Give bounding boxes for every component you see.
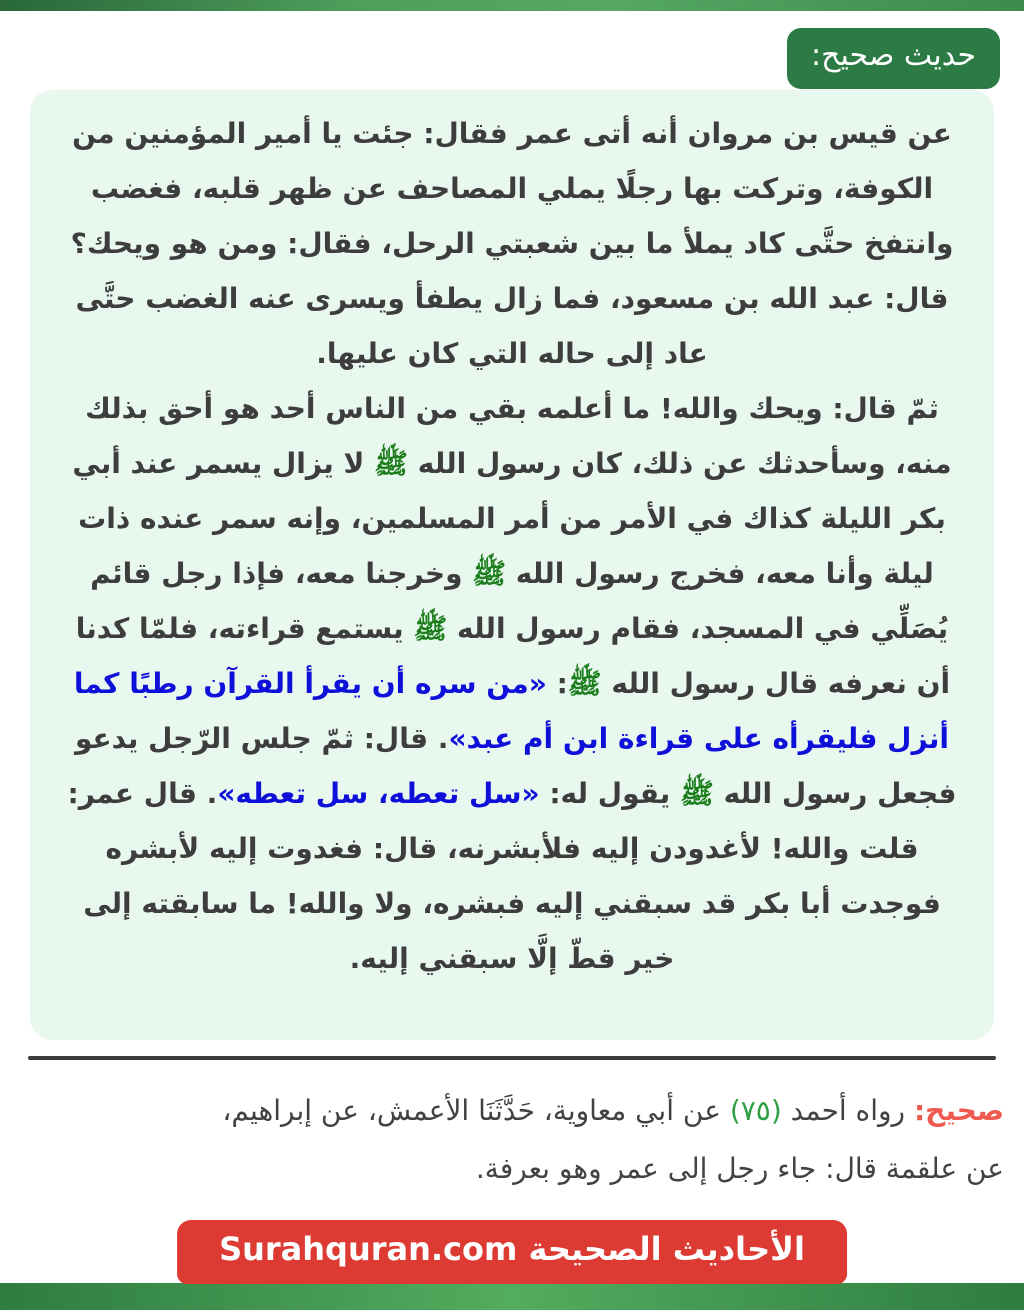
- hadith-text-segment: . قال عمر: قلت والله! لأغدودن إليه فلأبشرنه، قال: فغدوت إليه لأبشره فوجدت أبا بكر قد سبقني إليه فبشره، ولا والله! ما سابقته إلى خير قطّ إلَّا سبقني إليه.: [67, 777, 941, 975]
- hadith-text-segment: وخرجنا معه، فإذا رجل قائم يُصَلِّي في المسجد، فقام رسول الله: [90, 557, 949, 645]
- salawat-symbol: ﷺ: [680, 777, 714, 810]
- hadith-text-segment: . قال: ثمّ جلس الرّجل يدعو فجعل رسول الله: [75, 722, 957, 810]
- hadith-type-label: حديث صحيح:: [811, 38, 976, 73]
- prophet-quote-segment: «سل تعطه، سل تعطه»: [217, 777, 540, 810]
- hadith-text-box: [30, 90, 994, 1040]
- attribution-line-1: [20, 1082, 1004, 1140]
- hadith-type-badge: [787, 28, 1000, 89]
- attribution-text-segment: عن علقمة قال: جاء رجل إلى عمر وهو بعرفة.: [475, 1152, 1004, 1185]
- attribution-line-2: [20, 1140, 1004, 1198]
- hadith-paragraph-2: [56, 381, 968, 986]
- grading-label: صحيح:: [913, 1094, 1004, 1127]
- salawat-symbol: ﷺ: [567, 667, 602, 700]
- top-border-bar: [0, 0, 1024, 11]
- hadith-text-segment: ثمّ قال: ويحك والله! ما أعلمه بقي من الناس أحد هو أحق بذلك منه، وسأحدثك عن ذلك، كان رسول الله: [85, 392, 952, 480]
- site-banner-label: الأحاديث الصحيحة Surahquran.com: [219, 1230, 805, 1268]
- attribution-text-segment: رواه أحمد: [781, 1094, 914, 1127]
- hadith-text-segment: يستمع قراءته، فلمّا كدنا أن نعرفه قال رسول الله: [75, 612, 951, 700]
- hadith-text-segment: :: [546, 667, 568, 700]
- bottom-border-bar: [0, 1283, 1024, 1310]
- salawat-symbol: ﷺ: [374, 447, 408, 480]
- hadith-text-segment: يقول له:: [539, 777, 681, 810]
- site-banner[interactable]: [177, 1220, 847, 1284]
- salawat-symbol: ﷺ: [413, 612, 448, 645]
- attribution-section: [20, 1082, 1004, 1198]
- attribution-text-segment: عن أبي معاوية، حَدَّثَنَا الأعمش، عن إبراهيم،: [222, 1094, 730, 1127]
- salawat-symbol: ﷺ: [472, 557, 507, 590]
- hadith-text-segment: عن قيس بن مروان أنه أتى عمر فقال: جئت يا أمير المؤمنين من الكوفة، وتركت بها رجلًا يملي المصاحف عن ظهر قلبه، فغضب وانتفخ حتَّى كاد يملأ ما بين شعبتي الرحل، فقال: ومن هو ويحك؟ قال: عبد الله بن مسعود، فما زال يطفأ ويسرى عنه الغضب حتَّى عاد إلى حاله التي كان عليها.: [70, 117, 954, 370]
- hadith-text-segment: لا يزال يسمر عند أبي بكر الليلة كذاك في الأمر من أمر المسلمين، وإنه سمر عنده ذات ليلة وأنا معه، فخرج رسول الله: [72, 447, 946, 590]
- divider-line: [28, 1056, 996, 1060]
- hadith-number: (٧٥): [729, 1094, 782, 1127]
- prophet-quote-segment: «من سره أن يقرأ القرآن رطبًا كما أنزل فليقرأه على قراءة ابن أم عبد»: [73, 667, 949, 755]
- hadith-paragraph-1: [56, 106, 968, 381]
